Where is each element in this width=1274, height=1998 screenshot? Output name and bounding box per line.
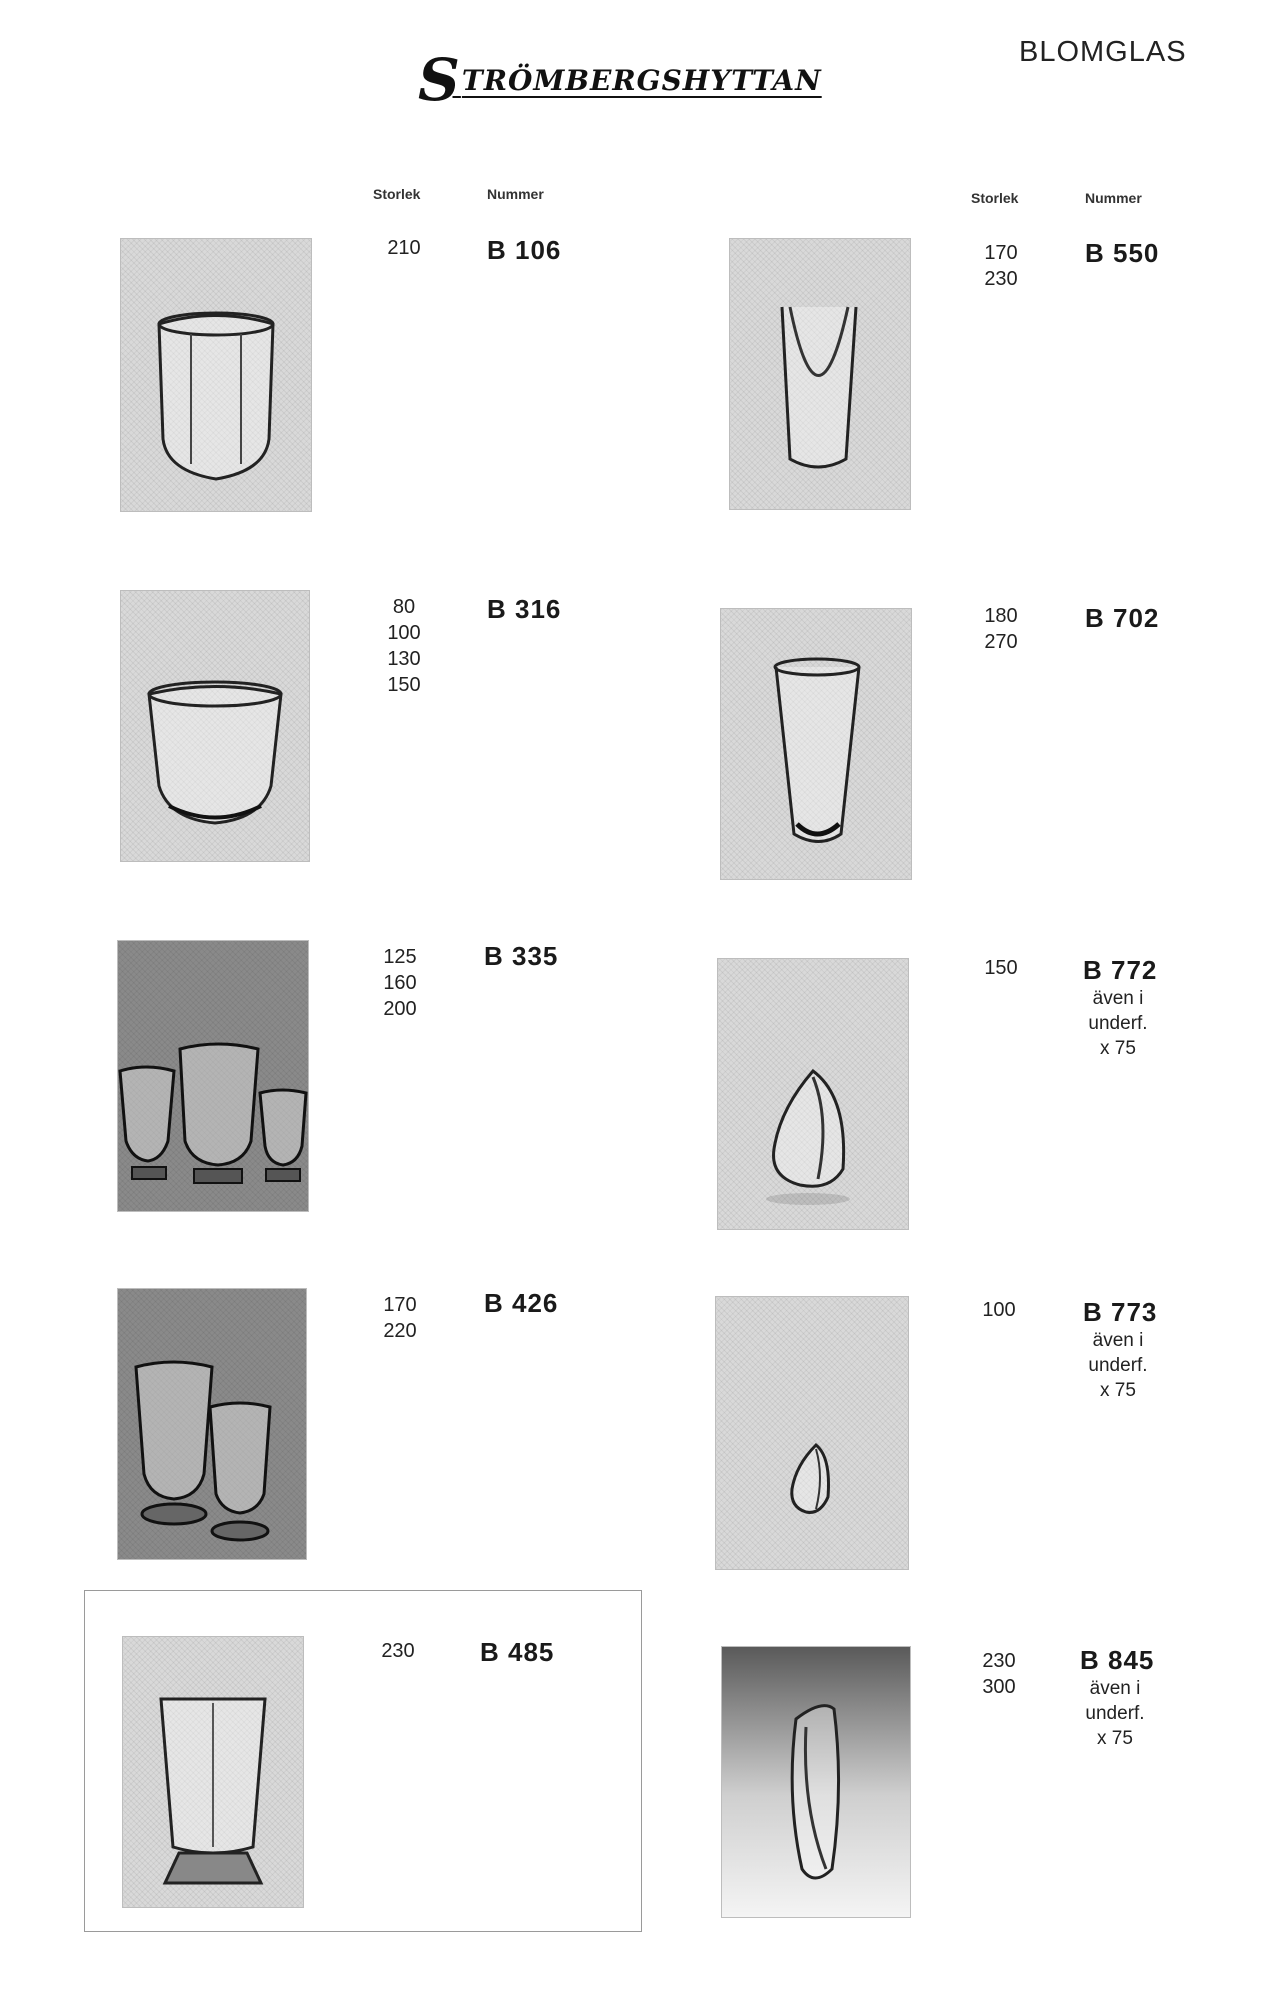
vase-photo-b702 [720, 608, 912, 880]
size-value: 180 [984, 605, 1018, 627]
brand-initial: S [418, 46, 461, 114]
item-number-b773: B 773 [1083, 1297, 1158, 1327]
sizes-b702 [966, 603, 1036, 655]
size-value: 160 [383, 972, 417, 994]
size-value: 230 [984, 268, 1018, 290]
item-number-b845: B 845 [1080, 1645, 1155, 1675]
size-value: 125 [383, 946, 417, 968]
vase-photo-b845 [721, 1646, 911, 1918]
item-number-b702: B 702 [1085, 603, 1160, 633]
sizes-b106 [369, 235, 439, 261]
page-category: BLOMGLAS [1019, 36, 1187, 68]
right-number-header: Nummer [1085, 190, 1142, 206]
item-number-b426: B 426 [484, 1288, 559, 1318]
vase-photo-b316 [120, 590, 310, 862]
note-b773 [1068, 1328, 1168, 1403]
sizes-b845 [964, 1648, 1034, 1700]
vase-photo-b106 [120, 238, 312, 512]
size-value: 170 [383, 1294, 417, 1316]
vase-photo-b550 [729, 238, 911, 510]
note-b845 [1065, 1676, 1165, 1751]
size-value: 170 [984, 242, 1018, 264]
size-value: 200 [383, 998, 417, 1020]
sizes-b550 [966, 240, 1036, 292]
item-number-b550: B 550 [1085, 238, 1160, 268]
note-b772 [1068, 986, 1168, 1061]
left-number-header: Nummer [487, 186, 544, 202]
note-line: underf. [1088, 1013, 1148, 1034]
vase-photo-b426 [117, 1288, 307, 1560]
sizes-b773 [964, 1297, 1034, 1323]
size-value: 100 [982, 1299, 1016, 1321]
vase-photo-b485 [122, 1636, 304, 1908]
size-value: 150 [387, 674, 421, 696]
item-number-b106: B 106 [487, 235, 562, 265]
note-line: underf. [1088, 1355, 1148, 1376]
note-line: underf. [1085, 1703, 1145, 1724]
item-number-b485: B 485 [480, 1637, 555, 1667]
size-value: 100 [387, 622, 421, 644]
size-value: 80 [392, 596, 416, 618]
size-value: 220 [383, 1320, 417, 1342]
size-value: 230 [982, 1650, 1016, 1672]
note-line: x 75 [1100, 1038, 1136, 1059]
note-line: även i [1092, 988, 1144, 1009]
note-line: även i [1092, 1330, 1144, 1351]
sizes-b335 [365, 944, 435, 1022]
item-number-b316: B 316 [487, 594, 562, 624]
note-line: x 75 [1100, 1380, 1136, 1401]
size-value: 300 [982, 1676, 1016, 1698]
size-value: 230 [381, 1640, 415, 1662]
sizes-b316 [369, 594, 439, 698]
note-line: x 75 [1097, 1728, 1133, 1749]
size-value: 270 [984, 631, 1018, 653]
sizes-b485 [363, 1638, 433, 1664]
item-number-b335: B 335 [484, 941, 559, 971]
sizes-b426 [365, 1292, 435, 1344]
brand-name: TRÖMBERGSHYTTAN [461, 64, 822, 97]
left-size-header: Storlek [373, 186, 421, 202]
vase-photo-b773 [715, 1296, 909, 1570]
size-value: 150 [984, 957, 1018, 979]
vase-photo-b772 [717, 958, 909, 1230]
sizes-b772 [966, 955, 1036, 981]
brand-logo [418, 46, 822, 114]
right-size-header: Storlek [971, 190, 1019, 206]
size-value: 210 [387, 237, 421, 259]
item-number-b772: B 772 [1083, 955, 1158, 985]
note-line: även i [1089, 1678, 1141, 1699]
vase-photo-b335 [117, 940, 309, 1212]
size-value: 130 [387, 648, 421, 670]
